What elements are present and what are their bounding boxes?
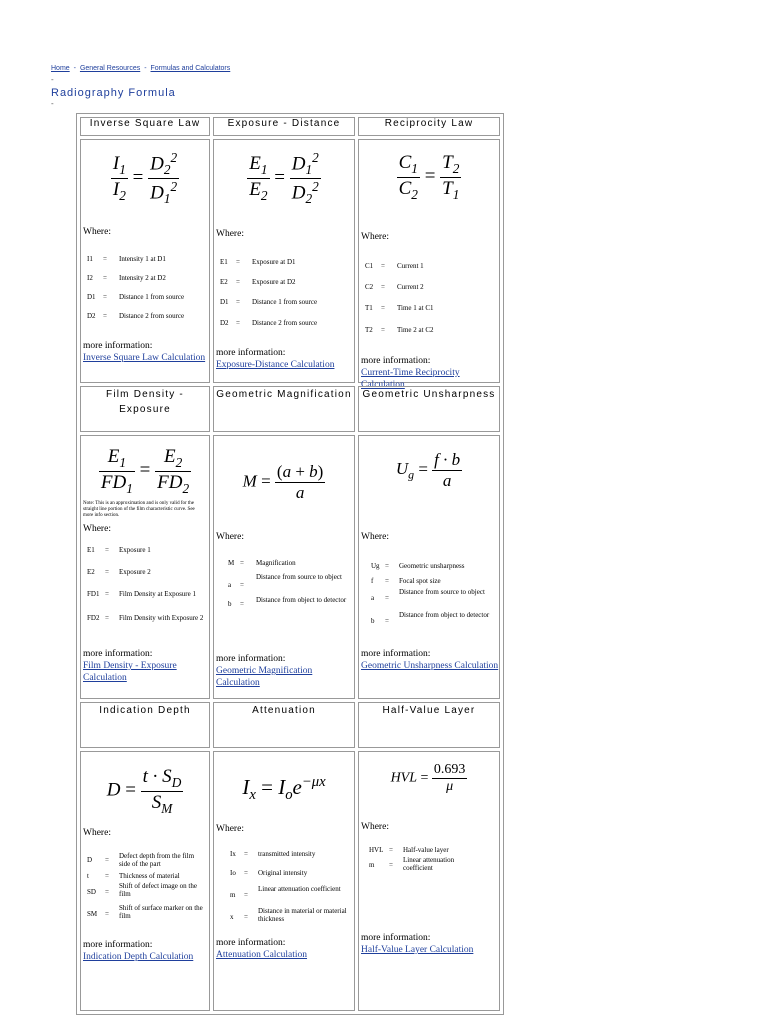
definitions-list: D = Defect depth from the film side of the part t = Thickness of material SD = Shift of defect image on the film SM = Shift of surface marker on the film xyxy=(87,852,203,920)
reciprocity-formula: $\frac{C_1}{C_2}$ = $\frac{T_2}{T_1}$ xyxy=(398,152,460,202)
attenuation-formula: $I_x = I_oe^{-\mu x}$ xyxy=(242,774,326,804)
more-info xyxy=(83,340,205,364)
attenuation-calc-link[interactable]: Attenuation Calculation xyxy=(216,950,308,960)
card-title-indication-depth: Indication Depth xyxy=(80,702,210,748)
more-info xyxy=(216,653,354,689)
more-info xyxy=(83,648,209,684)
dash-marker: - xyxy=(51,75,54,84)
breadcrumb-formulas-link[interactable]: Formulas and Calculators xyxy=(150,65,231,72)
where-label: Where: xyxy=(83,227,111,237)
card-indication-depth xyxy=(80,751,210,1011)
definitions-list: M = Magnification a = Distance from source to object b = Distance from object to detector xyxy=(228,559,347,608)
card-title-geometric-magnification: Geometric Magnification xyxy=(213,386,355,432)
page-title: Radiography Formula xyxy=(51,87,176,99)
formula-table xyxy=(76,113,504,1015)
card-title-geometric-unsharpness: Geometric Unsharpness xyxy=(358,386,500,432)
geometric-magnification-calc-link[interactable]: Geometric Magnification Calculation xyxy=(216,666,313,688)
more-info-label: more information: xyxy=(83,649,153,659)
geometric-unsharpness-formula: $U_g$ = $\frac{f \cdot b}{a}$ xyxy=(395,450,461,490)
card-title-half-value-layer: Half-Value Layer xyxy=(358,702,500,748)
exposure-distance-formula: $\frac{E_1}{E_2}$ = $\frac{D_1^2}{D_2^2}$ xyxy=(249,150,319,207)
more-info-label: more information: xyxy=(361,933,431,943)
breadcrumb-separator: - xyxy=(73,65,76,72)
card-title-exposure-distance: Exposure - Distance xyxy=(213,117,355,136)
card-film-density xyxy=(80,435,210,699)
exposure-distance-calc-link[interactable]: Exposure-Distance Calculation xyxy=(216,360,335,370)
inverse-square-calc-link[interactable]: Inverse Square Law Calculation xyxy=(83,353,206,363)
more-info-label: more information: xyxy=(216,348,286,358)
more-info xyxy=(216,937,307,961)
half-value-layer-calc-link[interactable]: Half-Value Layer Calculation xyxy=(361,945,474,955)
where-label: Where: xyxy=(216,824,244,834)
dash-marker: - xyxy=(51,99,54,108)
where-label: Where: xyxy=(361,232,389,242)
more-info xyxy=(83,939,193,963)
more-info-label: more information: xyxy=(83,341,153,351)
card-title-reciprocity: Reciprocity Law xyxy=(358,117,500,136)
definitions-list: I1 = Intensity 1 at D1 I2 = Intensity 2 at D2 D1 = Distance 1 from source D2 = Distance 2 from source xyxy=(87,255,185,320)
indication-depth-formula: D = $\frac{t \cdot S_D}{S_M}$ xyxy=(106,766,182,816)
breadcrumb-home-link[interactable]: Home xyxy=(51,65,70,72)
card-title-inverse-square: Inverse Square Law xyxy=(80,117,210,136)
card-reciprocity xyxy=(358,139,500,390)
breadcrumb-separator: - xyxy=(144,65,147,72)
more-info-label: more information: xyxy=(361,649,431,659)
card-exposure-distance xyxy=(213,139,355,383)
more-info xyxy=(361,932,473,956)
definitions-list: C1 = Current 1 C2 = Current 2 T1 = Time 1 at C1 T2 = Time 2 at C2 xyxy=(365,262,434,334)
definitions-list: E1 = Exposure at D1 E2 = Exposure at D2 D1 = Distance 1 from source D2 = Distance 2 from source xyxy=(220,258,318,327)
more-info-label: more information: xyxy=(83,940,153,950)
hvl-constant: 0.693 xyxy=(433,762,466,777)
definitions-list: HVL = Half-value layer m = Linear attenuation coefficient xyxy=(369,846,455,872)
geometric-unsharpness-calc-link[interactable]: Geometric Unsharpness Calculation xyxy=(361,661,499,671)
card-geometric-unsharpness xyxy=(358,435,500,699)
definitions-list: Ug = Geometric unsharpness f = Focal spot size a = Distance from source to object b = Distance from object to detector xyxy=(371,562,490,625)
card-half-value-layer xyxy=(358,751,500,1011)
indication-depth-calc-link[interactable]: Indication Depth Calculation xyxy=(83,952,194,962)
definitions-list: E1 = Exposure 1 E2 = Exposure 2 FD1 = Film Density at Exposure 1 FD2 = Film Density with Exposure 2 xyxy=(87,546,204,622)
reciprocity-calc-link[interactable]: Current-Time Reciprocity Calculation xyxy=(361,368,460,390)
where-label: Where: xyxy=(83,524,111,534)
film-density-formula: $\frac{E_1}{FD_1}$ = $\frac{E_2}{FD_2}$ xyxy=(100,446,190,496)
more-info-label: more information: xyxy=(216,654,286,664)
half-value-layer-formula: HVL = $\frac{0.693}{\mu}$ xyxy=(390,762,466,794)
card-attenuation xyxy=(213,751,355,1011)
card-inverse-square xyxy=(80,139,210,383)
where-label: Where: xyxy=(216,229,244,239)
where-label: Where: xyxy=(361,532,389,542)
definitions-list: Ix = transmitted intensity Io = Original intensity m = Linear attenuation coefficient x = Distance in material or material thickness xyxy=(230,850,347,923)
film-density-calc-link[interactable]: Film Density - Exposure Calculation xyxy=(83,661,177,683)
where-label: Where: xyxy=(216,532,244,542)
card-title-attenuation: Attenuation xyxy=(213,702,355,748)
card-geometric-magnification xyxy=(213,435,355,699)
more-info xyxy=(361,648,498,672)
where-label: Where: xyxy=(83,828,111,838)
approximation-note: Note: This is an approximation and is only valid for the straight line portion of the film characteristic curve. See more info section. xyxy=(83,501,195,518)
breadcrumb xyxy=(51,65,230,72)
more-info-label: more information: xyxy=(216,938,286,948)
inverse-square-formula: $\frac{I_1}{I_2}$ = $\frac{D_2^2}{D_1^2}$ xyxy=(112,150,178,207)
breadcrumb-general-resources-link[interactable]: General Resources xyxy=(79,65,141,72)
more-info-label: more information: xyxy=(361,356,431,366)
more-info xyxy=(216,347,334,371)
geometric-magnification-formula: M = $\frac{(a + b)}{a}$ xyxy=(242,462,324,502)
card-title-film-density: Film Density - Exposure xyxy=(80,386,210,432)
where-label: Where: xyxy=(361,822,389,832)
